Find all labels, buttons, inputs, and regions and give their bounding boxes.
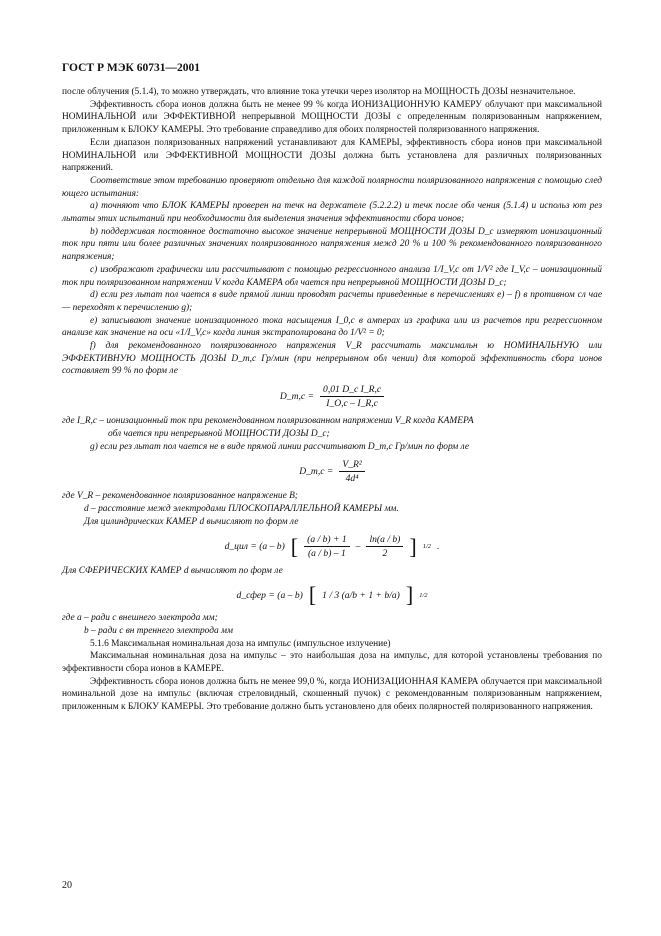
item-e: е) записывают значение ионизационного тока насыщения I_0,c в амперах из графика или из расчетов при регрессионном анализе как значение на оси «1/I_V,c» когда линия экстраполирована до 1/V² = 0; xyxy=(62,315,602,339)
formula4-close-bracket: ] xyxy=(405,582,414,608)
formula2-fraction xyxy=(339,459,364,484)
formula-cylindrical xyxy=(62,534,602,559)
formula3-open-bracket: [ xyxy=(290,533,299,559)
where-2b: d – расстояние межд электродами ПЛОСКОПАРАЛЛЕЛЬНОЙ КАМЕРЫ мм. xyxy=(84,503,399,514)
formula-dose-rate-nonlinear xyxy=(62,459,602,484)
item-f: f) для рекомендованного поляризованного напряжения V_R рассчитать максимальн ю НОМИНАЛЬНУЮ или ЭФФЕКТИВНУЮ МОЩНОСТЬ ДОЗЫ D_m,c Гр/мин (при непрерывном обл чении) для которой эффективность сбора ионов составляет 99 % по форм ле xyxy=(62,341,602,377)
formula3-frac1-denominator: (a / b) – 1 xyxy=(307,548,346,560)
formula1-denominator: I_O,c – I_R,c xyxy=(326,398,378,410)
page-number: 20 xyxy=(62,880,72,891)
document-header: ГОСТ Р МЭК 60731—2001 xyxy=(62,62,200,74)
formula2-denominator: 4d⁴ xyxy=(345,473,359,485)
paragraph-p2: Эффективность сбора ионов должна быть не менее 99 % когда ИОНИЗАЦИОННУЮ КАМЕРУ облучают при максимальной НОМИНАЛЬНОЙ или ЭФФЕКТИВНОЙ непрерывной МОЩНОСТИ ДОЗЫ с определенным поляризованным напряжением, приложенным к БЛОКУ КАМЕРЫ. Это требование справедливо для обоих полярностей поляризованного напряжения. xyxy=(62,99,602,136)
item-c: с) изображают графически или рассчитывают с помощью регрессионного анализа 1/I_V,c от 1/V² где I_V,c – ионизационный ток при поляризованном напряжении V когда КАМЕРА обл чается при непрерывной МОЩНОСТИ ДОЗЫ D_c; xyxy=(62,264,602,288)
paragraph-p4: Соответствие этом требованию проверяют отдельно для каждой полярности поляризованного напряжения с помощью след ющего испытания: xyxy=(62,175,602,199)
where-3a: где а – ради с внешнего электрода мм; xyxy=(62,613,218,624)
item-g: g) если рез льтат пол чается не в виде прямой линии рассчитывают D_m,c Гр/мин по форм ле xyxy=(90,441,470,452)
paragraph-p1: после облучения (5.1.4), то можно утверждать, что влияние тока утечки через изолятор на МОЩНОСТЬ ДОЗЫ незначительное. xyxy=(62,87,576,97)
formula2-lhs: D_m,c = xyxy=(299,466,334,478)
formula3-frac2-denominator: 2 xyxy=(382,548,388,560)
paragraph-p3: Если диапазон поляризованных напряжений устанавливают для КАМЕРЫ, эффективность сбора ионов при максимальной НОМИНАЛЬНОЙ или ЭФФЕКТИВНОЙ МОЩНОСТИ ДОЗЫ должна быть установлена для различных поляризованных напряжений. xyxy=(62,137,602,174)
formula3-minus: – xyxy=(355,541,361,553)
section-5-1-6-heading: 5.1.6 Максимальная номинальная доза на импульс (импульсное излучение) xyxy=(90,638,391,649)
formula2-numerator: V_R² xyxy=(339,459,364,472)
formula-spherical xyxy=(62,584,602,606)
formula3-fraction1 xyxy=(304,534,350,559)
paragraph-5-1-6-a: Максимальная номинальная доза на импульс – это наибольшая доза на импульс, для которой установлены требования по эффективности сбора ионов в КАМЕРЕ. xyxy=(62,651,602,674)
formula1-fraction xyxy=(320,384,384,409)
item-b: b) поддерживая постоянное достаточно высокое значение непрерывной МОЩНОСТИ ДОЗЫ D_c измеряют ионизационный ток при пяти или более различных значениях поляризованного напряжения межд 20 % и 100 % рекомендованного поляризованного напряжения; xyxy=(62,226,602,263)
formula3-frac2-numerator: ln(a / b) xyxy=(366,534,403,547)
where-1a: где I_R,c – ионизационный ток при рекомендованном поляризованном напряжении V_R когда КАМЕРА xyxy=(62,416,474,427)
paragraph-5-1-6-b: Эффективность сбора ионов должна быть не менее 99,0 %, когда ИОНИЗАЦИОННАЯ КАМЕРА облучается при максимальной номинальной дозе на импульс (включая стреловидный, скошенный пучок) с рекомендованным поляризованным напряжением, приложенным к БЛОКУ КАМЕРЫ. Это требование должно быть установлено для обеих полярностей поляризованного напряжения. xyxy=(62,676,602,713)
formula3-lhs: d_цил = (a – b) xyxy=(224,541,285,553)
where-2a: где V_R – рекомендованное поляризованное напряжение В; xyxy=(62,491,298,502)
formula-dose-rate-linear xyxy=(62,384,602,409)
formula3-exponent: 1/2 xyxy=(422,543,431,551)
formula3-fraction2 xyxy=(366,534,403,559)
formula1-lhs: D_m,c = xyxy=(279,391,315,403)
formula3-close-bracket: ] xyxy=(409,533,417,559)
item-d: d) если рез льтат пол чается в виде прямой линии проводят расчеты приведенные в перечислениях е) – f) в противном сл чае — переходят к перечислению g); xyxy=(62,290,602,313)
formula4-exponent: 1/2 xyxy=(419,591,428,599)
where-2c: Для цилиндрических КАМЕР d вычисляют по форм ле xyxy=(84,516,299,527)
formula4-open-bracket: [ xyxy=(308,582,317,608)
where-3b: b – ради с вн треннего электрода мм xyxy=(84,625,233,636)
spherical-intro: Для СФЕРИЧЕСКИХ КАМЕР d вычисляют по форм ле xyxy=(62,566,283,577)
formula4-body: 1 / 3 (a/b + 1 + b/a) xyxy=(322,589,400,601)
formula4-lhs: d_сфер = (a – b) xyxy=(236,589,303,601)
formula1-numerator: 0,01 D_c I_R,c xyxy=(320,384,384,397)
item-a: а) точняют что БЛОК КАМЕРЫ проверен на течк на держателе (5.2.2.2) и течк после обл чения (5.1.4) и использ ют рез льтаты этих испытаний при необходимости для выделения значения эффективности сбора ионов; xyxy=(62,201,602,225)
formula3-period: . xyxy=(437,541,440,553)
formula3-frac1-numerator: (a / b) + 1 xyxy=(304,534,350,547)
where-1b: обл чается при непрерывной МОЩНОСТИ ДОЗЫ D_c; xyxy=(108,428,330,439)
document-page xyxy=(62,62,602,714)
